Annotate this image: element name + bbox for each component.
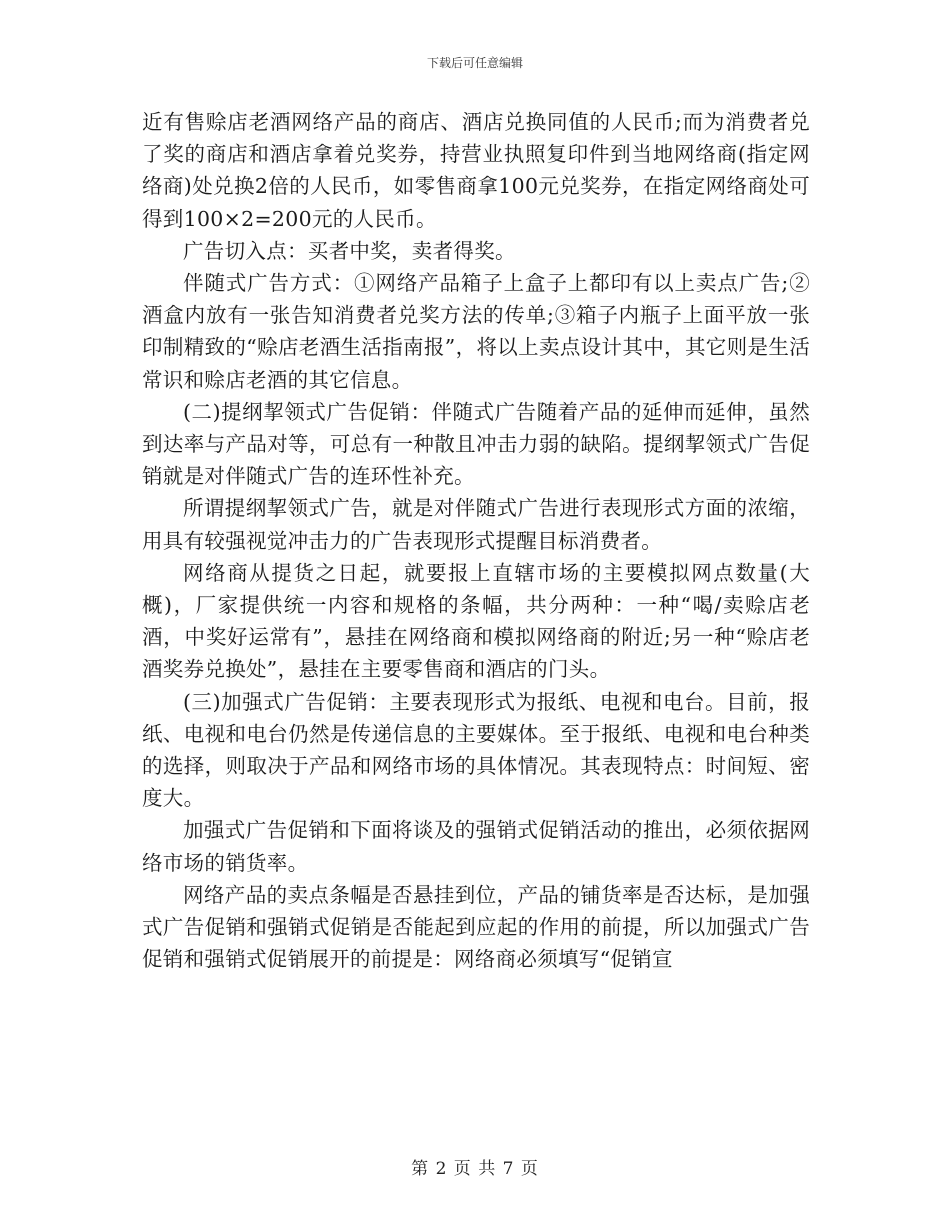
- paragraph-8: 加强式广告促销和下面将谈及的强销式促销活动的推出，必须依据网络市场的销货率。: [142, 818, 810, 875]
- document-body: [142, 106, 810, 975]
- page-header: 下载后可任意编辑: [426, 56, 523, 70]
- paragraph-3: 伴随式广告方式：①网络产品箱子上盒子上都印有以上卖点广告;②酒盒内放有一张告知消费者兑奖方法的传单;③箱子内瓶子上面平放一张印制精致的“赊店老酒生活指南报”，将以上卖点设计其中，其它则是生活常识和赊店老酒的其它信息。: [142, 271, 810, 392]
- paragraph-4: (二)提纲挈领式广告促销：伴随式广告随着产品的延伸而延伸，虽然到达率与产品对等，可总有一种散且冲击力弱的缺陷。提纲挈领式广告促销就是对伴随式广告的连环性补充。: [142, 399, 810, 489]
- paragraph-7: (三)加强式广告促销：主要表现形式为报纸、电视和电台。目前，报纸、电视和电台仍然是传递信息的主要媒体。至于报纸、电视和电台种类的选择，则取决于产品和网络市场的具体情况。其表现特点：时间短、密度大。: [142, 689, 810, 811]
- paragraph-1: 近有售赊店老酒网络产品的商店、酒店兑换同值的人民币;而为消费者兑了奖的商店和酒店拿着兑奖券，持营业执照复印件到当地网络商(指定网络商)处兑换2倍的人民币，如零售商拿100元兑奖券，在指定网络商处可得到100×2=200元的人民币。: [142, 110, 810, 231]
- page-number: 第 2 页 共 7 页: [411, 1159, 539, 1179]
- paragraph-9: 网络产品的卖点条幅是否悬挂到位，产品的铺货率是否达标，是加强式广告促销和强销式促销是否能起到应起的作用的前提，所以加强式广告促销和强销式促销展开的前提是：网络商必须填写“促销宣: [142, 882, 810, 972]
- paragraph-5: 所谓提纲挈领式广告，就是对伴随式广告进行表现形式方面的浓缩，用具有较强视觉冲击力的广告表现形式提醒目标消费者。: [142, 496, 810, 553]
- paragraph-6: 网络商从提货之日起，就要报上直辖市场的主要模拟网点数量(大概)，厂家提供统一内容和规格的条幅，共分两种：一种“喝/卖赊店老酒，中奖好运常有”，悬挂在网络商和模拟网络商的附近;另一种“赊店老酒奖券兑换处”，悬挂在主要零售商和酒店的门头。: [142, 560, 810, 682]
- paragraph-2: 广告切入点：买者中奖，卖者得奖。: [183, 238, 516, 263]
